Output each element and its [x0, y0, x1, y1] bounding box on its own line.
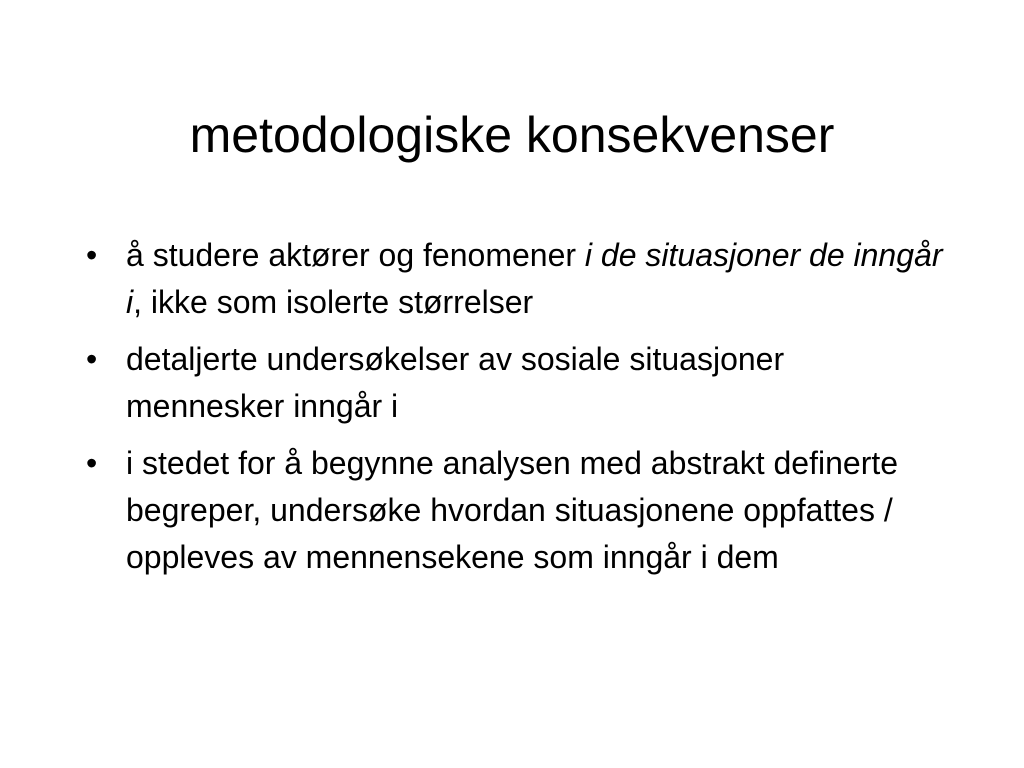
bullet-item: [86, 440, 946, 581]
bullet-text: å studere aktører og fenomener: [126, 237, 585, 273]
bullet-emphasis: i de situasjoner de inngår i: [126, 237, 943, 320]
bullet-item: [86, 232, 946, 326]
bullet-text: detaljerte undersøkelser av sosiale situasjoner mennesker inngår i: [126, 341, 785, 424]
bullet-icon: •: [86, 341, 98, 377]
bullet-text: , ikke som isolerte størrelser: [133, 284, 534, 320]
bullet-list: [86, 232, 946, 591]
slide-title: metodologiske konsekvenser: [189, 107, 835, 163]
bullet-item: [86, 336, 946, 430]
bullet-text: i stedet for å begynne analysen med abstrakt definerte begreper, undersøke hvordan situasjonene oppfattes / oppleves av mennensekene som inngår i dem: [126, 445, 899, 575]
bullet-icon: •: [86, 445, 98, 481]
bullet-icon: •: [86, 237, 98, 273]
